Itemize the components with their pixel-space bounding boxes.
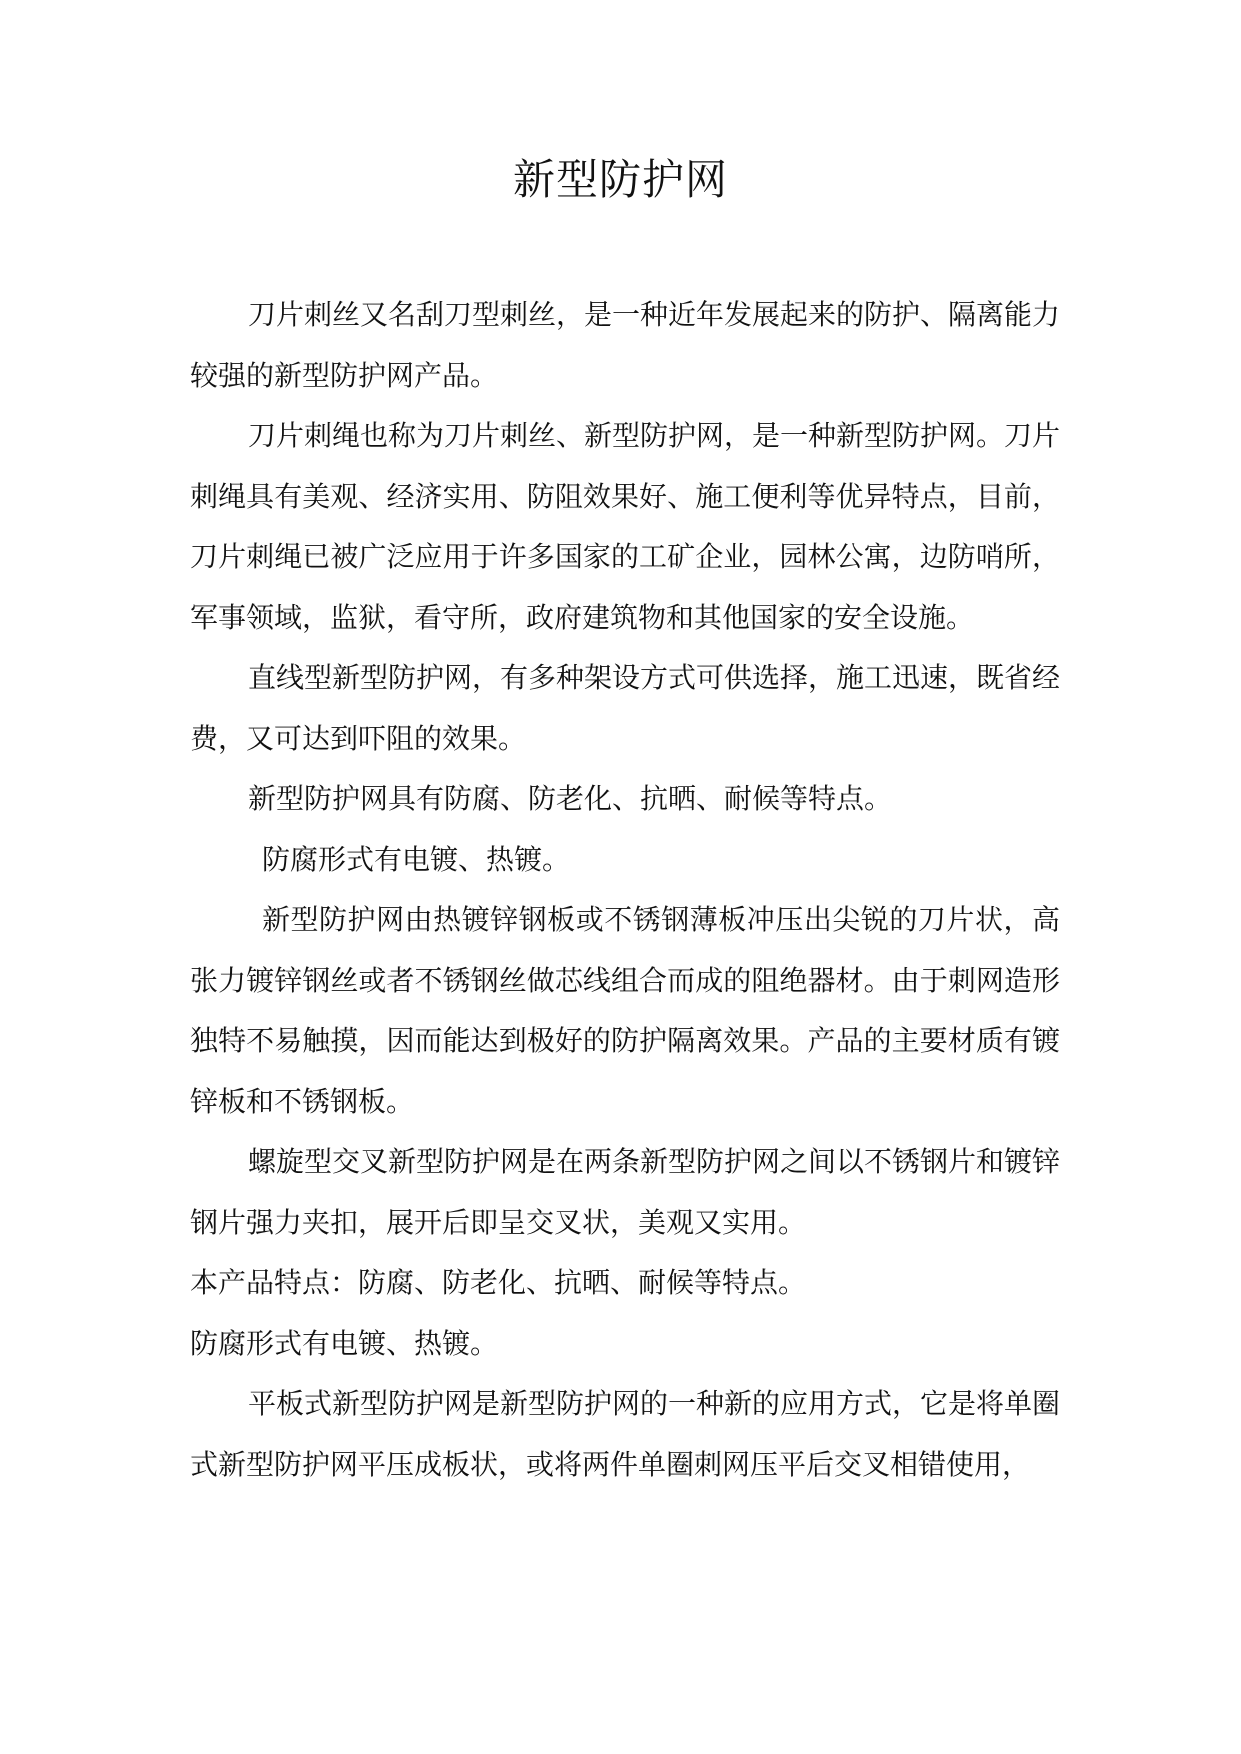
paragraph-10: 平板式新型防护网是新型防护网的一种新的应用方式，它是将单圈式新型防护网平压成板状，或将两件单圈刺网压平后交叉相错使用， <box>190 1387 1061 1481</box>
paragraph-1: 刀片刺丝又名刮刀型刺丝，是一种近年发展起来的防护、隔离能力较强的新型防护网产品。 <box>190 298 1061 392</box>
paragraph-6: 新型防护网由热镀锌钢板或不锈钢薄板冲压出尖锐的刀片状，高张力镀锌钢丝或者不锈钢丝做芯线组合而成的阻绝器材。由于刺网造形独特不易触摸，因而能达到极好的防护隔离效果。产品的主要材质有镀锌板和不锈钢板。 <box>190 903 1060 1118</box>
paragraph-3: 直线型新型防护网，有多种架设方式可供选择，施工迅速，既省经费，又可达到吓阻的效果。 <box>190 661 1061 755</box>
paragraph-7: 螺旋型交叉新型防护网是在两条新型防护网之间以不锈钢片和镀锌钢片强力夹扣，展开后即呈交叉状，美观又实用。 <box>190 1145 1061 1239</box>
paragraph-5: 防腐形式有电镀、热镀。 <box>262 842 571 876</box>
paragraph-4: 新型防护网具有防腐、防老化、抗晒、耐候等特点。 <box>248 782 893 815</box>
paragraph-2: 刀片刺绳也称为刀片刺丝、新型防护网，是一种新型防护网。刀片刺绳具有美观、经济实用、防阻效果好、施工便利等优异特点，目前，刀片刺绳已被广泛应用于许多国家的工矿企业，园林公寓，边防哨所，军事领域，监狱，看守所，政府建筑物和其他国家的安全设施。 <box>190 419 1061 634</box>
document-title: 新型防护网 <box>512 155 728 204</box>
paragraph-8: 本产品特点：防腐、防老化、抗晒、耐候等特点。 <box>190 1266 807 1299</box>
document-body <box>190 285 1060 1495</box>
paragraph-9: 防腐形式有电镀、热镀。 <box>190 1326 499 1360</box>
